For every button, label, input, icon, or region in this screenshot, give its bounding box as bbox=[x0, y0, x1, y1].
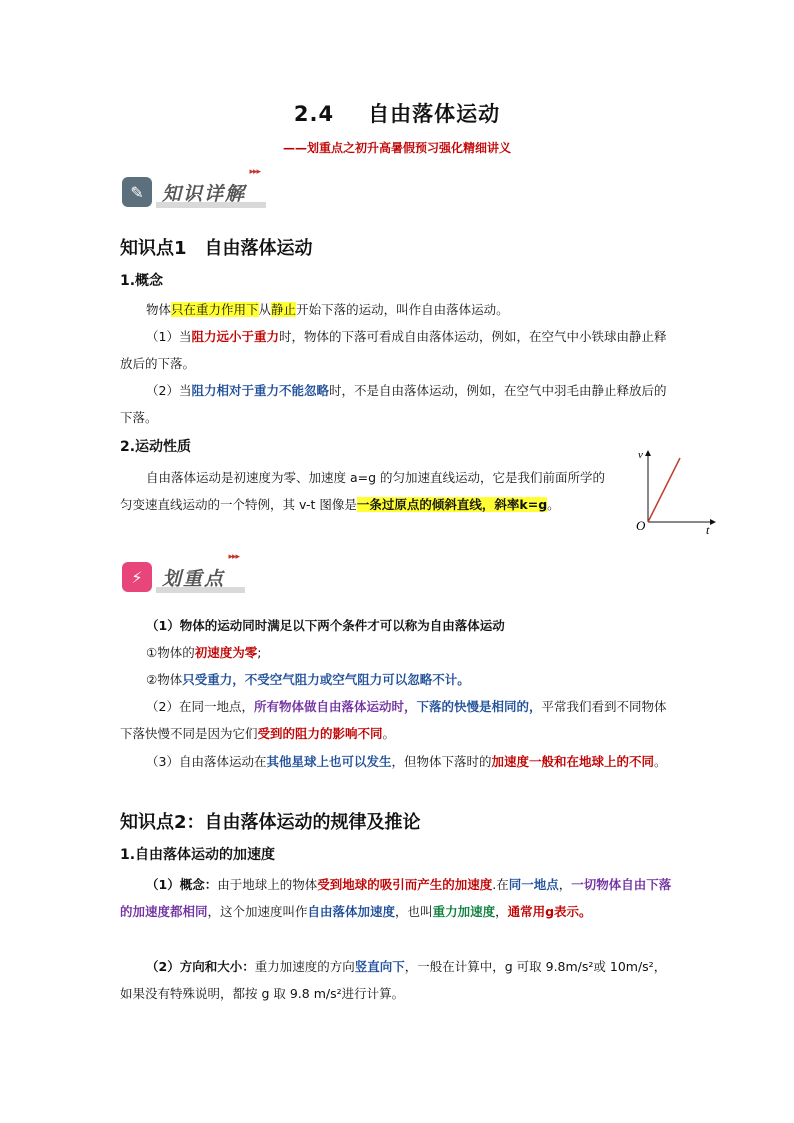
text-run: ，但物体下落时的 bbox=[391, 754, 492, 769]
focus-p2 bbox=[120, 639, 676, 666]
blue-run: 下落的快慢是相同的， bbox=[416, 699, 542, 714]
focus-p5 bbox=[120, 748, 676, 775]
text-run: 。 bbox=[382, 726, 396, 741]
bold-run: （1）概念： bbox=[146, 877, 218, 892]
focus-p1: （1）物体的运动同时满足以下两个条件才可以称为自由落体运动 bbox=[146, 618, 505, 633]
kp1-heading: 知识点1 自由落体运动 bbox=[120, 238, 313, 259]
red-run: 加速度一般和在地球上的不同 bbox=[491, 754, 655, 769]
vt-line bbox=[648, 458, 680, 522]
focus-p4 bbox=[120, 693, 676, 747]
text-run: 。 bbox=[547, 497, 560, 512]
bold-run: （2）方向和大小： bbox=[146, 959, 255, 974]
red-run: 阻力远小于重力 bbox=[191, 329, 279, 344]
kp2-heading: 知识点2：自由落体运动的规律及推论 bbox=[120, 812, 421, 833]
kp1-s1-p2 bbox=[120, 323, 676, 377]
page-subtitle: ——划重点之初升高暑假预习强化精细讲义 bbox=[282, 141, 511, 155]
kp2-p1 bbox=[120, 871, 676, 925]
battery-icon: ⚡ bbox=[122, 562, 152, 592]
banner-key-points bbox=[122, 551, 240, 594]
text-run: ，这个加速度叫作 bbox=[207, 904, 308, 919]
text-run: ②物体 bbox=[146, 672, 183, 687]
red-run: 受到的阻力的影响不同 bbox=[257, 726, 383, 741]
text-run: ; bbox=[257, 645, 262, 660]
kp1-s1-p1 bbox=[120, 296, 676, 323]
kp1-s2-p1 bbox=[120, 464, 614, 518]
banner-key-text bbox=[156, 551, 240, 591]
text-run: ，一般在计算中，g 可取 9.8m/s²或 10m/s²，如果没有特殊说明，都按 g 取 9.8 m/s²进行计算。 bbox=[120, 959, 667, 1001]
highlight-run: 一条过原点的倾斜直线，斜率k=g bbox=[356, 497, 548, 512]
blue-run: 其他星球上也可以发生 bbox=[266, 754, 392, 769]
text-run: 时，不是自由落体运动，例如，在空气中羽毛由静止释放后的下落。 bbox=[120, 383, 667, 425]
text-run: 时，物体的下落可看成自由落体运动，例如，在空气中小铁球由静止释放后的下落。 bbox=[120, 329, 667, 371]
highlight-run: 只在重力作用下 bbox=[171, 302, 259, 317]
y-axis-arrow bbox=[645, 450, 651, 456]
pencil-icon: ✎ bbox=[122, 177, 152, 207]
text-run: 从 bbox=[258, 302, 272, 317]
purple-run: 一切物体自由下落的加速度都相同 bbox=[120, 877, 672, 919]
banner-knowledge-text bbox=[156, 166, 261, 206]
banner-key-label: 划重点 bbox=[162, 567, 226, 590]
x-axis-arrow bbox=[710, 519, 716, 525]
y-axis-label: v bbox=[638, 449, 643, 461]
kp1-s1-p3 bbox=[120, 377, 676, 431]
blue-run: 只受重力，不受空气阻力或空气阻力可以忽略不计。 bbox=[182, 672, 470, 687]
vt-graph bbox=[630, 446, 716, 536]
origin-label: O bbox=[636, 518, 646, 533]
banner-dots: ▸▸▸ bbox=[249, 166, 261, 177]
text-run: （1）当 bbox=[146, 329, 192, 344]
kp1-s2-heading: 2.运动性质 bbox=[120, 439, 192, 455]
green-run: 重力加速度 bbox=[432, 904, 496, 919]
blue-run: 竖直向下 bbox=[354, 959, 405, 974]
text-run: ， bbox=[495, 904, 508, 919]
red-run: 受到地球的吸引而产生的加速度 bbox=[317, 877, 493, 892]
text-run: ， bbox=[558, 877, 572, 892]
text-run: 平常我们看到不同物体下落快慢不同是因为它们 bbox=[120, 699, 667, 741]
page-title bbox=[0, 98, 794, 128]
purple-run: 所有物体做自由落体运动时， bbox=[253, 699, 417, 714]
text-run: 重力加速度的方向 bbox=[254, 959, 355, 974]
text-run: 物体 bbox=[146, 302, 172, 317]
banner-knowledge-detail bbox=[122, 166, 261, 209]
text-run: ，也叫 bbox=[395, 904, 433, 919]
text-run: （2）当 bbox=[146, 383, 192, 398]
title-number: 2.4 bbox=[293, 102, 335, 126]
focus-p3 bbox=[120, 666, 676, 693]
blue-run: 自由落体加速度 bbox=[307, 904, 396, 919]
red-run: 初速度为零 bbox=[194, 645, 258, 660]
highlight-run: 静止 bbox=[271, 302, 297, 317]
text-run: 开始下落的运动，叫作自由落体运动。 bbox=[296, 302, 509, 317]
banner-knowledge-label: 知识详解 bbox=[162, 182, 247, 205]
text-run: （3）自由落体运动在 bbox=[146, 754, 267, 769]
x-axis-label: t bbox=[706, 523, 710, 536]
text-run: 由于地球上的物体 bbox=[217, 877, 318, 892]
text-run: .在 bbox=[492, 877, 509, 892]
blue-run: 阻力相对于重力不能忽略 bbox=[191, 383, 329, 398]
red-run: 通常用g表示。 bbox=[507, 904, 592, 919]
banner-dots: ▸▸▸ bbox=[228, 551, 240, 562]
kp1-s1-heading: 1.概念 bbox=[120, 273, 164, 289]
title-text: 自由落体运动 bbox=[368, 102, 501, 126]
text-run: 自由落体运动是初速度为零、加速度 a=g 的匀加速直线运动，它是我们前面所学的匀变速直线运动的一个特例，其 v-t 图像是 bbox=[120, 470, 606, 512]
kp2-p2 bbox=[120, 953, 676, 1007]
text-run: （2）在同一地点， bbox=[146, 699, 254, 714]
text-run: ①物体的 bbox=[146, 645, 195, 660]
kp2-s1-heading: 1.自由落体运动的加速度 bbox=[120, 847, 276, 863]
text-run: 。 bbox=[654, 754, 667, 769]
blue-run: 同一地点 bbox=[508, 877, 559, 892]
